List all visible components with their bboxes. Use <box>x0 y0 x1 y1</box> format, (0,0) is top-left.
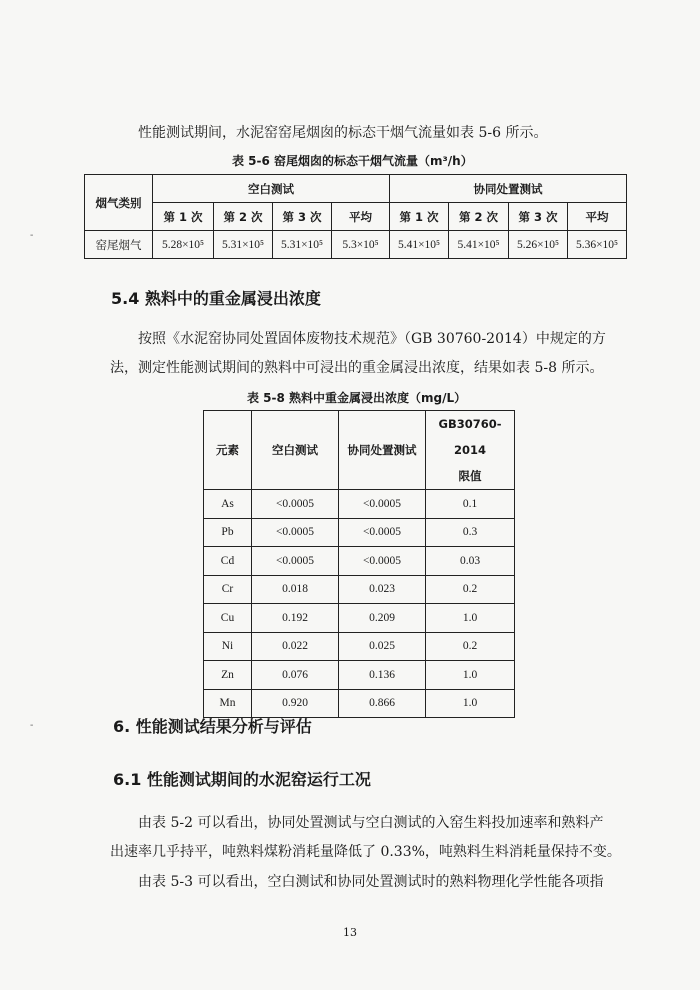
table-5-6 <box>84 174 627 259</box>
row-label-kiln-tail-gas: 窑尾烟气 <box>85 231 153 259</box>
subheader: 第 2 次 <box>214 203 273 231</box>
section-6-1-para1-line2: 出速率几乎持平，吨熟料煤粉消耗量降低了 0.33%，吨熟料生料消耗量保持不变。 <box>110 844 621 860</box>
table-cell: 0.076 <box>252 661 339 690</box>
element-cell: Mn <box>204 689 252 718</box>
col-header-element: 元素 <box>204 411 252 490</box>
table-cell: <0.0005 <box>252 490 339 519</box>
scan-mark: - <box>30 230 34 241</box>
section-6-1-para2-line1: 由表 5-3 可以看出，空白测试和协同处置测试时的熟料物理化学性能各项指 <box>138 874 604 890</box>
table-cell: 0.025 <box>339 632 426 661</box>
element-cell: Pb <box>204 518 252 547</box>
col-header-limit-standard: GB30760-2014 <box>438 417 502 457</box>
subheader: 平均 <box>332 203 390 231</box>
table-cell: 1.0 <box>426 604 515 633</box>
table-row <box>204 490 515 519</box>
section-5-4-heading: 5.4 熟料中的重金属浸出浓度 <box>111 289 321 308</box>
table-cell: 0.03 <box>426 547 515 576</box>
table-cell: 0.192 <box>252 604 339 633</box>
table-5-8 <box>203 410 515 718</box>
table-cell: 1.0 <box>426 661 515 690</box>
section-5-4-paragraph-line2: 法，测定性能测试期间的熟料中可浸出的重金属浸出浓度，结果如表 5-8 所示。 <box>110 360 604 376</box>
table-cell: 0.022 <box>252 632 339 661</box>
col-header-blank: 空白测试 <box>252 411 339 490</box>
table-cell: 5.26×10⁵ <box>509 231 568 259</box>
table-cell: 5.36×10⁵ <box>568 231 627 259</box>
table-cell: 5.41×10⁵ <box>449 231 509 259</box>
table-cell: 0.136 <box>339 661 426 690</box>
table-row <box>204 661 515 690</box>
table-row <box>204 604 515 633</box>
table-cell: 5.31×10⁵ <box>214 231 273 259</box>
section-5-4-paragraph-line1: 按照《水泥窑协同处置固体废物技术规范》（GB 30760-2014）中规定的方 <box>138 331 606 347</box>
element-cell: Cd <box>204 547 252 576</box>
col-header-coprocess: 协同处置测试 <box>339 411 426 490</box>
table-cell: 0.1 <box>426 490 515 519</box>
element-cell: As <box>204 490 252 519</box>
table-cell: 5.31×10⁵ <box>273 231 332 259</box>
page-number: 13 <box>343 926 357 939</box>
table-5-6-caption: 表 5-6 窑尾烟囱的标态干烟气流量（m³/h） <box>232 154 473 168</box>
table-cell: 0.920 <box>252 689 339 718</box>
table-cell: 0.3 <box>426 518 515 547</box>
element-cell: Zn <box>204 661 252 690</box>
table-cell: 0.2 <box>426 632 515 661</box>
table-cell: 5.41×10⁵ <box>390 231 449 259</box>
subheader: 平均 <box>568 203 627 231</box>
table-cell: 5.28×10⁵ <box>153 231 214 259</box>
section-6-1-para1-line1: 由表 5-2 可以看出，协同处置测试与空白测试的入窑生料投加速率和熟料产 <box>138 815 604 831</box>
element-cell: Cu <box>204 604 252 633</box>
section-6-1-heading: 6.1 性能测试期间的水泥窑运行工况 <box>113 770 371 789</box>
element-cell: Ni <box>204 632 252 661</box>
col-header-gas-type: 烟气类别 <box>85 175 153 231</box>
table-row <box>204 632 515 661</box>
col-header-limit-label: 限值 <box>458 469 482 483</box>
subheader: 第 1 次 <box>153 203 214 231</box>
subheader: 第 3 次 <box>273 203 332 231</box>
table-cell: <0.0005 <box>339 547 426 576</box>
table-cell: 0.2 <box>426 575 515 604</box>
table-row <box>204 518 515 547</box>
table-row <box>85 231 627 259</box>
subheader: 第 1 次 <box>390 203 449 231</box>
table-cell: 0.209 <box>339 604 426 633</box>
table-5-8-body <box>204 490 515 718</box>
col-header-limit <box>426 411 515 490</box>
table-cell: 0.018 <box>252 575 339 604</box>
group-header-coprocess: 协同处置测试 <box>390 175 627 203</box>
table-cell: <0.0005 <box>339 518 426 547</box>
table-5-8-caption: 表 5-8 熟料中重金属浸出浓度（mg/L） <box>247 391 467 405</box>
section-6-heading: 6. 性能测试结果分析与评估 <box>113 717 312 736</box>
table-cell: <0.0005 <box>252 547 339 576</box>
element-cell: Cr <box>204 575 252 604</box>
table-cell: 0.866 <box>339 689 426 718</box>
subheader: 第 2 次 <box>449 203 509 231</box>
intro-paragraph: 性能测试期间，水泥窑窑尾烟囱的标态干烟气流量如表 5-6 所示。 <box>138 125 548 141</box>
table-cell: <0.0005 <box>339 490 426 519</box>
group-header-blank: 空白测试 <box>153 175 390 203</box>
subheader: 第 3 次 <box>509 203 568 231</box>
table-cell: 5.3×10⁵ <box>332 231 390 259</box>
table-cell: 0.023 <box>339 575 426 604</box>
table-cell: <0.0005 <box>252 518 339 547</box>
table-row <box>204 575 515 604</box>
scan-mark: - <box>30 720 34 731</box>
table-row <box>204 547 515 576</box>
table-cell: 1.0 <box>426 689 515 718</box>
